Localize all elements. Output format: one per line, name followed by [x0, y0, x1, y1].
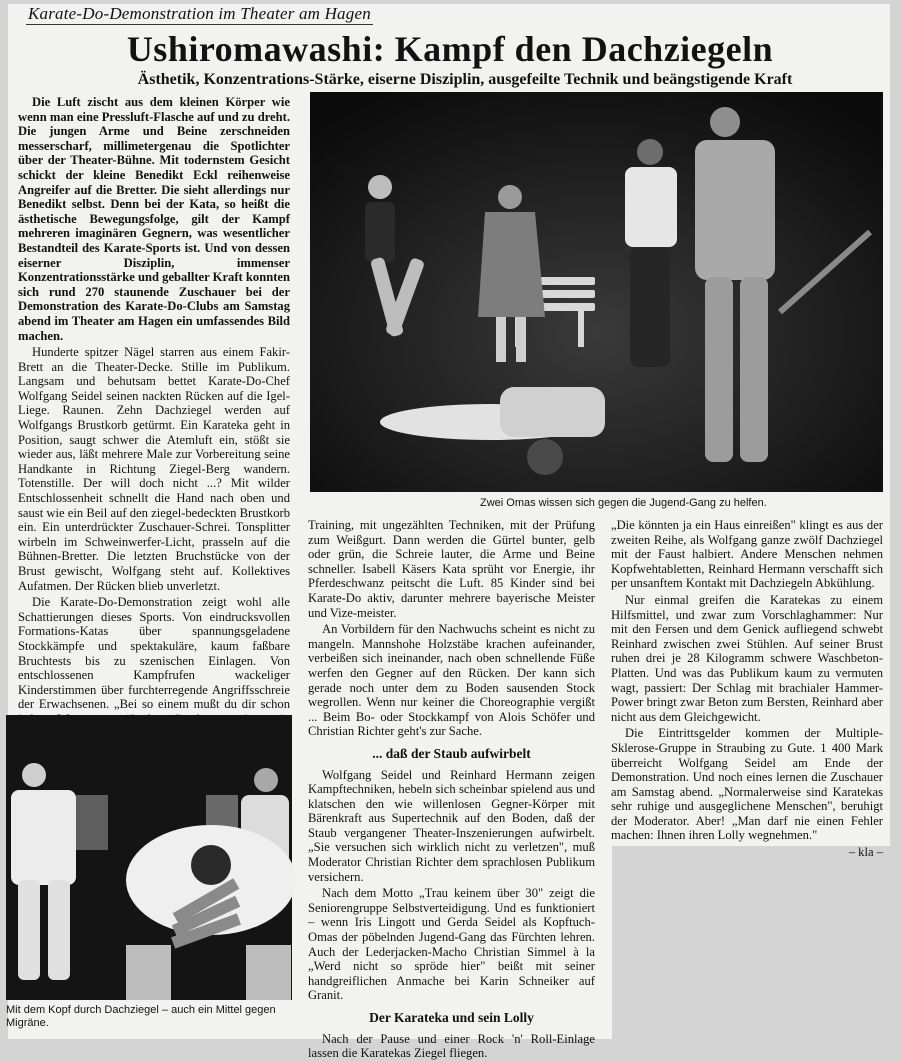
- section-rubric: Karate-Do-Demonstration im Theater am Hagen: [28, 4, 371, 23]
- brick-break-image: [6, 715, 292, 1000]
- body-paragraph: Training, mit ungezählten Techniken, mit der Prüfung zum Weißgurt. Dann werden die Gürtel bunter, gelb oder grün, die Schreie lauter, die Arme und Beine schneller. Isabell Käsers Kata sprüht vor Energie, ihr Pferdeschwanz peitscht die Luft. 85 Kinder sind bei Karate-Do aktiv, darunter mehrere bayerische Meister und Vize-meister.: [308, 518, 595, 620]
- stage-scene-image: [310, 92, 883, 492]
- karate-photo-caption: Mit dem Kopf durch Dachziegel – auch ein Mittel gegen Migräne.: [6, 1004, 276, 1029]
- body-paragraph: Nur einmal greifen die Karatekas zu einem Hilfsmittel, und zwar zum Vorschlaghammer: Nur mit den Fersen und dem Genick aufliegend schwebt Reinhard zwischen zwei Stühlen. Auf seiner Brust ruhen drei je 28 Kilogramm schwere Waschbeton-Platten. Und was das Publikum kaum zu vermuten wagt, passiert: Der Schlag mit brachialer Hammer-Power bringt zwar Beton zum Bersten, Reinhard aber nicht aus dem Gleichgewicht.: [611, 592, 883, 724]
- article-subheadline: Ästhetik, Konzentrations-Stärke, eiserne Disziplin, ausgefeilte Technik und beängstigende Kraft: [137, 71, 793, 88]
- body-paragraph: Die Eintrittsgelder kommen der Multiple-Sklerose-Gruppe in Straubing zu Gute. 1 400 Mark überreicht Wolfgang Seidel am Ende der Demonstration. Und noch eines lernen die Zuschauer am Samstag abend. „Normalerweise sind Karatekas sehr ruhige und ausgeglichene Menschen", beruhigt der Moderator. Aber! „Man darf nie einen Fehler machen: Ihnen ihren Lolly wegnehmen.": [611, 726, 883, 843]
- article-headline: Ushiromawashi: Kampf den Dachziegeln: [126, 29, 774, 69]
- main-photo: [310, 92, 883, 492]
- body-paragraph: Hunderte spitzer Nägel starren aus einem Fakir-Brett an die Theater-Decke. Stille im Publikum. Langsam und behutsam bettet Karate-Do-Chef Wolfgang Seidel seinen nackten Rücken auf die Igel-Liege. Raunen. Zehn Dachziegel werden auf Wolfgangs Brustkorb getürmt. Ein Karateka geht in Position, saugt schwer die Atemluft ein, stößt sie wieder aus, läßt mehrere Male zur Vorbereitung seine Handkante in Richtung Ziegel-Berg wandern. Totenstille. Der will doch nicht ...? Mit wilder Entschlossenheit schnellt die Hand nach oben und saust wie ein Beil auf den ziegel-bedeckten Brustkorb ein. Ein unterdrückter Zuschauer-Schrei. Tonsplitter wirbeln im Schweinwerfer-Licht, prasseln auf die Bühnen-Bretter. Die letzten Bruchstücke von der Brust gewischt, Wolfgang steht auf. Kollektives Aufatmen. Der Rücken blieb unverletzt.: [18, 345, 290, 593]
- body-paragraph: Nach der Pause und einer Rock 'n' Roll-Einlage lassen die Karatekas Ziegel fliegen.: [308, 1031, 595, 1061]
- body-paragraph: An Vorbildern für den Nachwuchs scheint es nicht zu mangeln. Mannshohe Holzstäbe krachen aufeinander, verbeißen sich ineinander, nach oben schnellende Füße werfen den Gegner auf den Rücken. Der kann sich gerade noch unter dem zu Boden sausenden Stock wegrollen. Wenn nur keiner die Choreographie vergißt ... Beim Bo- oder Stockkampf von Alois Schöfer und Christian Richter geht's zur Sache.: [308, 622, 595, 739]
- article-column-2: [308, 518, 595, 1061]
- body-paragraph: Nach dem Motto „Trau keinem über 30" zeigt die Seniorengruppe Selbstverteidigung. Und es funktioniert – wenn Iris Lingott und Gerda Seidel als Kopftuch-Omas der pöbelnden Jugend-Gang das Fürchten lehren. Auch der Lederjacken-Macho Christian Simmel à la „Werd nicht so spröde hier" beißt mit seiner handgreiflichen Anmache bei Karin Schneiker auf Granit.: [308, 886, 595, 1003]
- section-subheading: ... daß der Staub aufwirbelt: [372, 745, 531, 761]
- section-subheading: Der Karateka und sein Lolly: [369, 1010, 534, 1025]
- body-paragraph: Die Karate-Do-Demonstration zeigt wohl alle Schattierungen dieses Sports. Von eindrucksvollen Formations-Katas über spannungsgeladene Stockkämpfe und spektakuläre, kaum faßbare Bruchtests bis zu szenischen Einlagen. Von entschlossenen Kampfrufen wackeliger Kinderstimmen über furchterregende Angriffsschreie der Erwachsenen. „Bei so einem mußt du dir schon: [18, 595, 290, 712]
- karate-photo: [6, 715, 292, 1000]
- article-column-1: [18, 95, 290, 712]
- author-signature: – kla –: [848, 845, 883, 860]
- clipping-cutout: [612, 846, 902, 1046]
- article-column-3: [611, 518, 883, 860]
- body-paragraph: Wolfgang Seidel und Reinhard Hermann zeigen Kampftechniken, hebeln sich scheinbar spielend aus und klatschen den wie willenlosen Gegner-Körper mit Bärenkraft aus Supertechnik auf den Boden, daß der Staub vergangener Theater-Inszenierungen aufwirbelt. „Sie versuchen sich wirklich nicht zu verletzen", muß Moderator Christian Richter dem sprachlosen Publikum versichern.: [308, 767, 595, 884]
- main-photo-caption: Zwei Omas wissen sich gegen die Jugend-Gang zu helfen.: [480, 497, 767, 509]
- body-paragraph: „Die könnten ja ein Haus einreißen" klingt es aus der zweiten Reihe, als Wolfgang ganze zwölf Dachziegel mit der Faust halbiert. Andere Menschen nehmen Kopfwehtabletten, Reinhard Hermann verschafft sich per unsanftem Kontakt mit Dachziegeln Abkühlung.: [611, 518, 883, 591]
- lead-paragraph: Die Luft zischt aus dem kleinen Körper wie wenn man eine Pressluft-Flasche auf und zu dreht. Die jungen Arme und Beine zerschneiden messerscharf, millimetergenau die Spotlichter über der Theater-Bühne. Mit todernstem Gesicht schickt der kleine Benedikt Eckl reihenweise Angreifer auf die Bretter. Die sieht allerdings nur Benedikt selbst. Denn bei der Kata, so heißt die ästhetische Bewegungsfolge, gilt der Kampf mehreren imaginären Gegnern, was wesentlicher Bestandteil des Karate-Sports ist. Und von dessen eiserner Disziplin, immenser Konzentrationsstärke und geballter Kraft konnten sich rund 270 staunende Zuschauer bei der Demonstration des Karate-Do-Clubs am Samstag abend im Theater am Hagen ein umfassendes Bild machen.: [18, 95, 290, 343]
